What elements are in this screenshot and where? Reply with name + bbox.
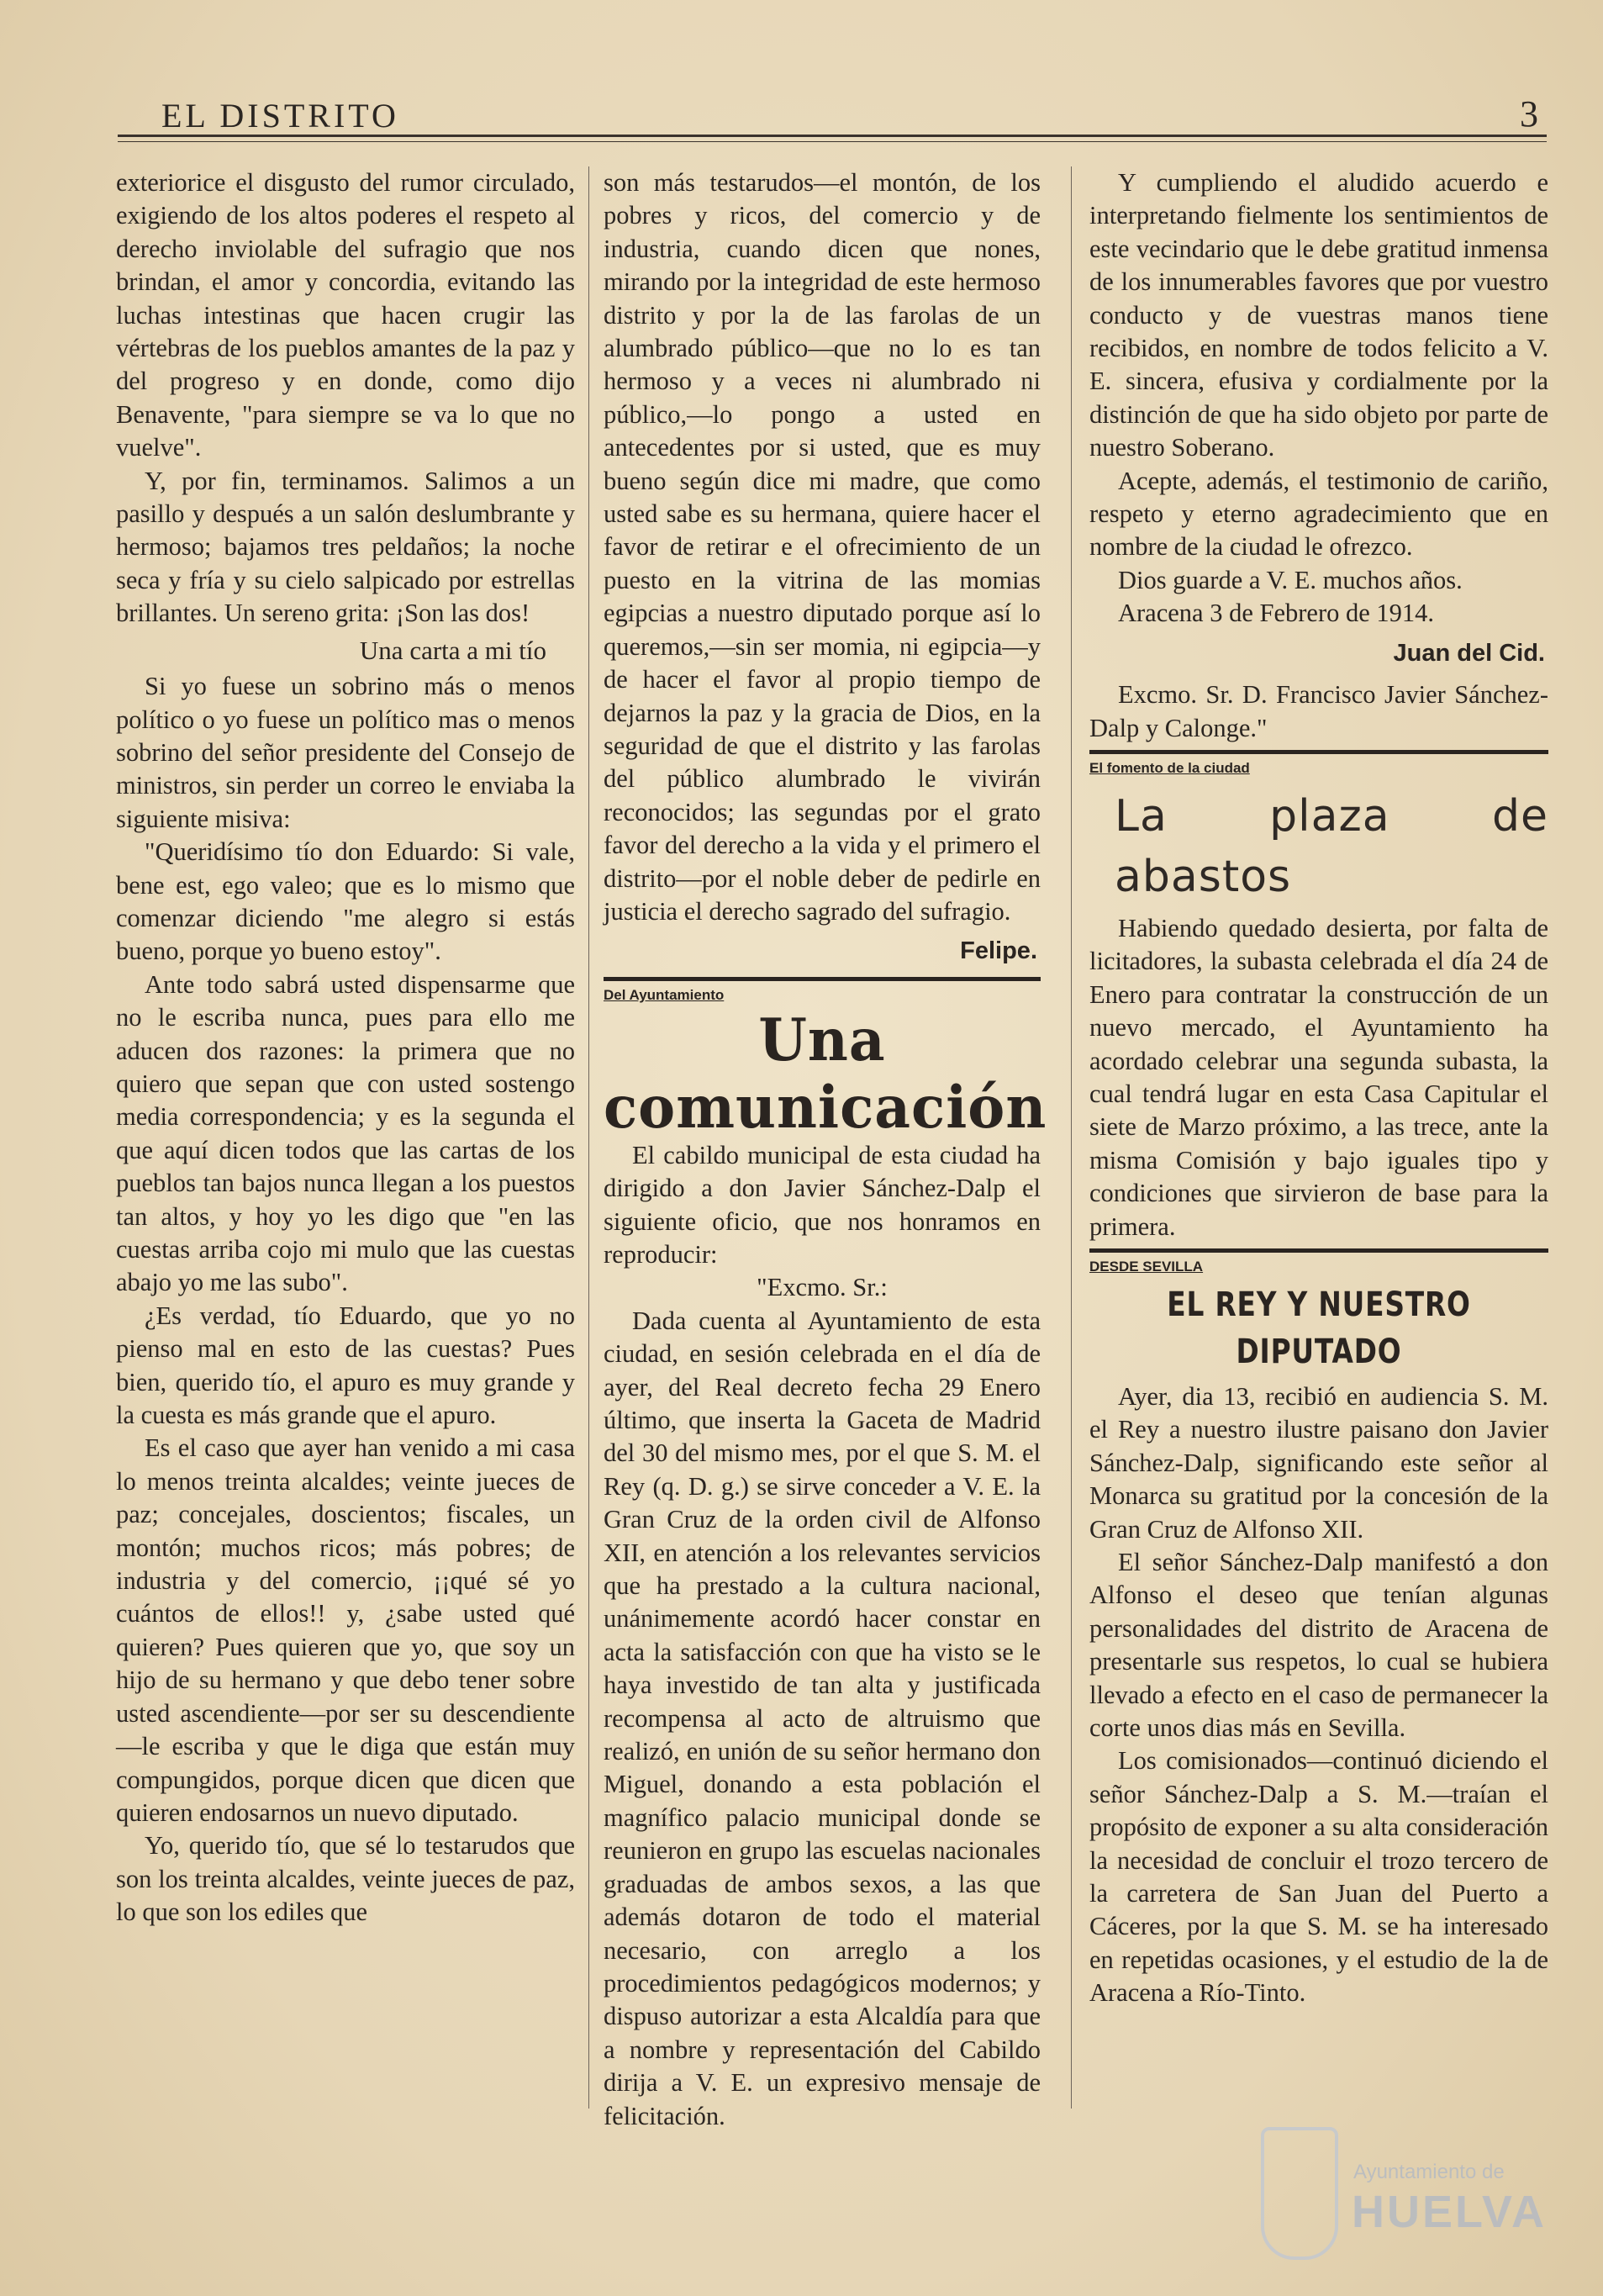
article-paragraph: Si yo fuese un sobrino más o menos político o yo fuese un político mas o menos sobrino del señor presidente del Consejo de ministros, sin perder un correo le enviaba la siguiente misiva: — [116, 672, 575, 833]
article-paragraph: El señor Sánchez-Dalp manifestó a don Alfonso el deseo que tenían algunas personalidades del distrito de Aracena de presentarle sus respetos, lo cual se hubiera llevado a efecto en el caso de permanecer la corte unos dias más en Sevilla. — [1089, 1548, 1548, 1743]
article-paragraph: Excmo. Sr. D. Francisco Javier Sánchez-Dalp y Calonge." — [1089, 680, 1548, 742]
article-paragraph: El cabildo municipal de esta ciudad ha dirigido a don Javier Sánchez-Dalp el siguiente oficio, que nos honramos en reproducir: — [604, 1140, 1041, 1269]
article-paragraph: Habiendo quedado desierta, por falta de licitadores, la subasta celebrada el día 24 de Enero para contratar la construcción de un nuevo mercado, el Ayuntamiento ha acordado celebrar una segunda subasta, la cual tendrá lugar en esta Casa Capitular el siete de Marzo próximo, a las trece, ante la misma Comisión y bajo iguales tipo y condiciones que sirvieron de base para la primera. — [1089, 913, 1548, 1241]
article-paragraph: ¿Es verdad, tío Eduardo, que yo no pienso mal en esto de las cuestas? Pues bien, querido tío, el apuro es muy grande y la cuesta es más grande que el apuro. — [116, 1301, 575, 1430]
signature: Juan del Cid. — [1393, 639, 1545, 667]
article-paragraph: Los comisionados—continuó diciendo el señor Sánchez-Dalp a S. M.—traían el propósito de exponer a su alta consideración la necesidad de concluir el trozo tercero de la carretera de San Juan del Puerto a Cáceres, por la que S. M. se ha interesado en repetidas ocasiones, y el estudio de la de Aracena a Río-Tinto. — [1089, 1746, 1548, 2008]
column-divider — [1071, 166, 1072, 2109]
crest-icon — [1261, 2127, 1338, 2260]
article-paragraph: Es el caso que ayer han venido a mi casa lo menos treinta alcaldes; veinte jueces de paz; concejales, doscientos; fiscales, un montón; muchos ricos; más pobres; de industria y del comercio, ¡¡qué sé yo cuántos de ellos!! y, ¿sabe usted qué quieren? Pues quieren que yo, que soy un hijo de su hermano y que debo tener sobre usted ascendiente—por ser su descendiente—le escriba y que le diga que están muy compungidos, porque dicen que dicen que quieren endosarnos un nuevo diputado. — [116, 1433, 575, 1827]
watermark-line-1: Ayuntamiento de — [1353, 2161, 1505, 2183]
salutation: "Excmo. Sr.: — [757, 1273, 888, 1302]
masthead — [118, 92, 1547, 151]
masthead-rule-thin — [118, 141, 1547, 142]
article-paragraph: Acepte, además, el testimonio de cariño, respeto y eterno agradecimiento que en nombre de la ciudad le ofrezco. — [1089, 466, 1548, 562]
article-paragraph: exteriorice el disgusto del rumor circulado, exigiendo de los altos poderes el respeto al derecho inviolable del sufragio que nos brindan, el amor y concordia, evitando las luchas intestinas que hacen crugir las vértebras de los pueblos amantes de la paz y del progreso y en donde, como dijo Benavente, "para siempre se va lo que no vuelve". — [116, 168, 575, 462]
signature: Felipe. — [960, 937, 1037, 965]
section-label: Del Ayuntamiento — [604, 977, 1041, 1005]
newspaper-name: EL DISTRITO — [161, 97, 399, 135]
section-label: El fomento de la ciudad — [1089, 750, 1548, 778]
archive-watermark — [1261, 2119, 1563, 2270]
headline: Una comunicación — [604, 1005, 1047, 1142]
article-paragraph: Dios guarde a V. E. muchos años. — [1118, 565, 1463, 594]
article-paragraph: "Queridísimo tío don Eduardo: Si vale, bene est, ego valeo; que es lo mismo que comenzar diciendo "me alegro si estás bueno, porque yo bueno estoy". — [116, 837, 575, 966]
masthead-rule — [118, 135, 1547, 137]
column-2 — [604, 166, 1047, 2133]
page-number: 3 — [1520, 93, 1538, 135]
section-label: DESDE SEVILLA — [1089, 1248, 1548, 1276]
subheading: Una carta a mi tío — [359, 635, 546, 665]
article-paragraph: son más testarudos—el montón, de los pobres y ricos, del comercio y de industria, cuando dicen que nones, mirando por la integridad de este hermoso distrito y por la de las farolas de un alumbrado público—que no lo es tan hermoso y a veces ni alumbrado ni público,—lo pongo a usted en antecedentes por si usted, que es muy bueno según dice mi madre, que como usted sabe es su hermana, quiere hacer el favor de retirar e el ofrecimiento de un puesto en la vitrina de las momias egipcias a nuestro diputado porque así lo queremos,—sin ser momia, ni egipcia—y de hacer el favor al propio tiempo de dejarnos la paz y la gracia de Dios, en la seguridad de que el distrito y las farolas del público alumbrado le vivirán reconocidos; las segundas por el grato favor del derecho a la vida y el primero el distrito—por el noble deber de pedirle en justicia el derecho sagrado del sufragio. — [604, 168, 1041, 926]
column-divider — [588, 166, 589, 2109]
article-paragraph: Y cumpliendo el aludido acuerdo e interpretando fielmente los sentimientos de este vecindario que le debe gratitud inmensa de los innumerables favores que por vuestro conducto y de vuestras manos tiene recibidos, en nombre de todos felicito a V. E. sincera, efusiva y cordialmente por la distinción de que ha sido objeto por parte de nuestro Soberano. — [1089, 168, 1548, 462]
article-paragraph: Ayer, dia 13, recibió en audiencia S. M. el Rey a nuestro ilustre paisano don Javier Sánchez-Dalp, significando este señor al Monarca su gratitud por la concesión de la Gran Cruz de Alfonso XII. — [1089, 1381, 1548, 1544]
article-paragraph: Yo, querido tío, que sé lo testarudos que son los treinta alcaldes, veinte jueces de paz, lo que son los ediles que — [116, 1831, 575, 1927]
column-1 — [116, 166, 575, 1929]
article-paragraph: Aracena 3 de Febrero de 1914. — [1118, 599, 1435, 628]
article-paragraph: Y, por fin, terminamos. Salimos a un pasillo y después a un salón deslumbrante y hermoso; bajamos tres peldaños; la noche seca y fría y su cielo salpicado por estrellas brillantes. Un sereno grita: ¡Son las dos! — [116, 466, 575, 628]
headline: EL REY Y NUESTRO DIPUTADO — [1167, 1285, 1471, 1371]
article-paragraph: Dada cuenta al Ayuntamiento de esta ciudad, en sesión celebrada en el día de ayer, del Real decreto fecha 29 Enero último, que inserta la Gaceta de Madrid del 30 del mismo mes, por el que S. M. el Rey (q. D. g.) se sirve conceder a V. E. la Gran Cruz de la orden civil de Alfonso XII, en atención a los relevantes servicios que ha prestado a la cultura nacional, unánimemente acordó hacer constar en acta la satisfacción con que ha visto se le haya investido de tan alta y justificada recompensa al acto de altruismo que realizó, en unión de su señor hermano don Miguel, donando a esta población el magnífico palacio municipal donde se reunieron en grupo las escuelas nacionales graduadas de ambos sexos, a las que además dotaron de todo el material necesario, con arreglo a los procedimientos pedagógicos modernos; y dispuso autorizar a esta Alcaldía para que a nombre y representación del Cabildo dirija a V. E. un expresivo mensaje de felicitación. — [604, 1306, 1041, 2130]
article-paragraph: Ante todo sabrá usted dispensarme que no le escriba nunca, pues para ello me aducen dos razones: la primera que no quiero que sepan que con usted sostengo media correspondencia; y es la segunda el que aquí dicen todos que las cartas de los pueblos tan bajos nunca llegan a los puestos tan altos, y hoy yo les digo que "en las cuestas arriba cojo mi mulo que las cuestas abajo yo me las subo". — [116, 969, 575, 1297]
headline: La plaza de abastos — [1115, 790, 1548, 902]
watermark-line-2: HUELVA — [1352, 2187, 1547, 2237]
column-3 — [1089, 166, 1548, 2010]
